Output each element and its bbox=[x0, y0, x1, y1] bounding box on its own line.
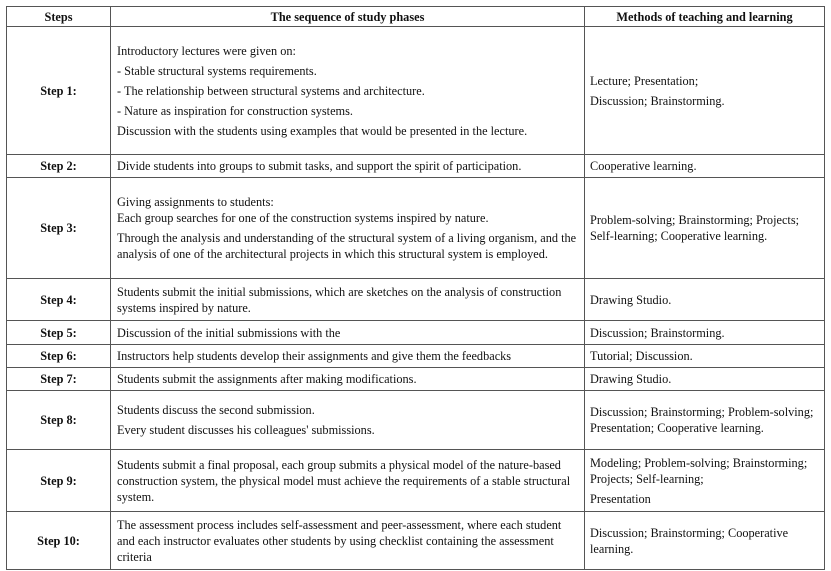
method-text: Discussion; Brainstorming. bbox=[590, 325, 725, 340]
table-row bbox=[7, 391, 825, 450]
method-cell bbox=[585, 321, 825, 345]
table-row bbox=[7, 178, 825, 279]
phase-cell bbox=[111, 178, 585, 279]
header-phases: The sequence of study phases bbox=[111, 7, 585, 27]
method-cell bbox=[585, 345, 825, 368]
table-row bbox=[7, 345, 825, 368]
phase-text: Introductory lectures were given on: bbox=[117, 43, 296, 58]
method-cell bbox=[585, 368, 825, 391]
table-row bbox=[7, 279, 825, 321]
method-text: Tutorial; Discussion. bbox=[590, 349, 693, 363]
method-text: Cooperative learning. bbox=[590, 159, 697, 173]
phase-text: Every student discusses his colleagues' submissions. bbox=[117, 423, 375, 437]
phase-text: Students submit the assignments after making modifications. bbox=[117, 372, 417, 386]
method-cell bbox=[585, 27, 825, 155]
phase-text: - Stable structural systems requirements. bbox=[117, 63, 317, 78]
header-methods: Methods of teaching and learning bbox=[585, 7, 825, 27]
table-row bbox=[7, 450, 825, 512]
step-label: Step 2: bbox=[7, 155, 111, 178]
step-label: Step 1: bbox=[7, 27, 111, 155]
phase-text: Discussion of the initial submissions with the bbox=[117, 325, 341, 340]
table-row bbox=[7, 368, 825, 391]
step-label: Step 4: bbox=[7, 279, 111, 321]
method-text: Discussion; Brainstorming; Cooperative learning. bbox=[590, 525, 789, 556]
phase-text: Divide students into groups to submit tasks, and support the spirit of participation. bbox=[117, 159, 522, 173]
phase-cell bbox=[111, 27, 585, 155]
phase-text: - Nature as inspiration for construction systems. bbox=[117, 103, 353, 118]
method-text: Problem-solving; Brainstorming; Projects; Self-learning; Cooperative learning. bbox=[590, 213, 800, 243]
step-label: Step 3: bbox=[7, 178, 111, 279]
study-phases-table bbox=[6, 6, 825, 570]
phase-text: Instructors help students develop their assignments and give them the feedbacks bbox=[117, 349, 512, 363]
method-cell bbox=[585, 450, 825, 512]
phase-cell bbox=[111, 368, 585, 391]
step-label: Step 6: bbox=[7, 345, 111, 368]
step-label: Step 9: bbox=[7, 450, 111, 512]
step-label: Step 10: bbox=[7, 512, 111, 570]
method-text: Presentation bbox=[590, 491, 651, 506]
method-text: Drawing Studio. bbox=[590, 372, 672, 386]
phase-cell bbox=[111, 279, 585, 321]
phase-cell bbox=[111, 345, 585, 368]
method-text: Discussion; Brainstorming; Problem-solving; Presentation; Cooperative learning. bbox=[590, 405, 814, 435]
method-cell bbox=[585, 279, 825, 321]
phase-text: Students submit a final proposal, each group submits a physical model of the nature-based construction system, the physical model must achieve the requirements of a stable structural system. bbox=[117, 457, 571, 504]
phase-cell bbox=[111, 450, 585, 512]
table-row bbox=[7, 27, 825, 155]
method-text: Modeling; Problem-solving; Brainstorming; Projects; Self-learning; bbox=[590, 455, 808, 486]
step-label: Step 8: bbox=[7, 391, 111, 450]
step-label: Step 5: bbox=[7, 321, 111, 345]
method-cell bbox=[585, 178, 825, 279]
method-cell bbox=[585, 391, 825, 450]
table-row bbox=[7, 155, 825, 178]
phase-cell bbox=[111, 155, 585, 178]
step-label: Step 7: bbox=[7, 368, 111, 391]
phase-text: Discussion with the students using examples that would be presented in the lecture. bbox=[117, 123, 528, 138]
phase-text: Students discuss the second submission. bbox=[117, 403, 315, 417]
table-row bbox=[7, 321, 825, 345]
method-text: Discussion; Brainstorming. bbox=[590, 93, 725, 108]
header-row bbox=[7, 7, 825, 27]
method-text: Drawing Studio. bbox=[590, 292, 672, 307]
phase-cell bbox=[111, 391, 585, 450]
phase-text: - The relationship between structural systems and architecture. bbox=[117, 83, 425, 98]
table-row bbox=[7, 512, 825, 570]
phase-text: Through the analysis and understanding of the structural system of a living organism, and the analysis of one of the architectural projects in which this structural system is employed. bbox=[117, 231, 577, 261]
phase-text: Giving assignments to students: bbox=[117, 195, 274, 209]
method-cell bbox=[585, 155, 825, 178]
phase-cell bbox=[111, 512, 585, 570]
phase-cell bbox=[111, 321, 585, 345]
phase-text: Each group searches for one of the construction systems inspired by nature. bbox=[117, 211, 489, 225]
phase-text: The assessment process includes self-assessment and peer-assessment, where each student and each instructor evaluates other students by using checklist containing the assessment criteria bbox=[117, 517, 562, 564]
method-cell bbox=[585, 512, 825, 570]
method-text: Lecture; Presentation; bbox=[590, 73, 699, 88]
header-steps: Steps bbox=[7, 7, 111, 27]
phase-text: Students submit the initial submissions, which are sketches on the analysis of construction systems inspired by nature. bbox=[117, 284, 562, 315]
